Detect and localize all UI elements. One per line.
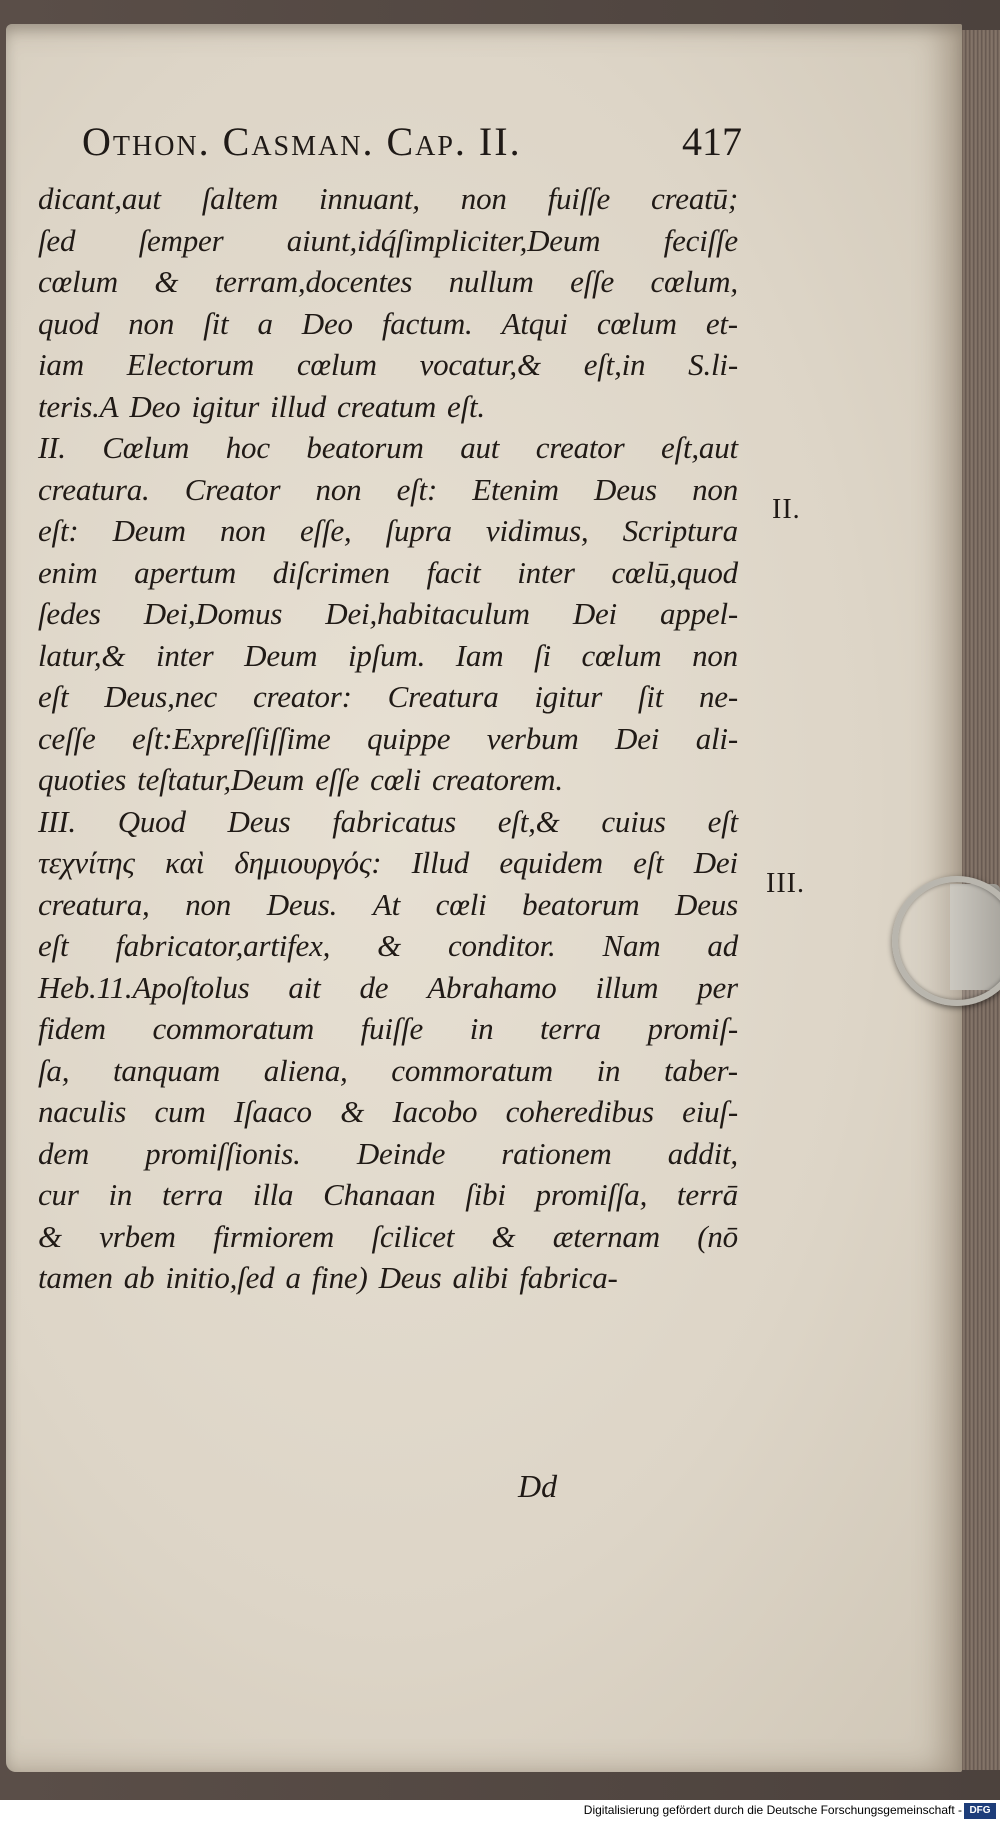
word: ſaltem [201, 181, 279, 216]
text-line [38, 1050, 738, 1092]
word: terra [162, 1177, 224, 1212]
word: ſemper [138, 222, 224, 258]
word: eſt,in [583, 347, 646, 382]
word: commoratum [152, 1011, 315, 1046]
word: coheredibus [505, 1094, 654, 1129]
word: Dei,Domus [143, 596, 283, 631]
word: fabrica- [519, 1260, 618, 1295]
word: promiſſa, [535, 1177, 648, 1212]
word: de [359, 969, 389, 1005]
text-line [38, 635, 738, 677]
text-line [38, 1216, 738, 1258]
word: innuant, [318, 181, 420, 216]
text-line [38, 510, 738, 552]
word: creatura. [38, 471, 150, 507]
word: latur,& [38, 637, 126, 673]
text-line [38, 344, 738, 386]
word: creatorem. [432, 762, 563, 797]
word: creator: [252, 679, 352, 714]
word: Chanaan [323, 1177, 436, 1212]
word: Dei [693, 845, 738, 880]
word: III. [38, 803, 76, 839]
word: inter [155, 637, 214, 673]
word: Deus [227, 803, 291, 839]
word: dem [38, 1135, 90, 1171]
text-line [38, 759, 738, 801]
word: & [38, 1218, 62, 1254]
word: equidem [499, 845, 603, 880]
word: feciſſe [663, 222, 738, 258]
word: in [596, 1052, 621, 1088]
margin-note-iii: III. [766, 868, 805, 899]
word: in [108, 1177, 133, 1212]
word: eſt [707, 803, 738, 839]
word: Dei [615, 720, 660, 756]
word: eſt. [447, 388, 485, 424]
text-line [38, 593, 738, 635]
word: eſt,& [497, 803, 560, 839]
word: firmiorem [213, 1218, 335, 1254]
word: quoties [38, 762, 127, 797]
word: ſupra [385, 513, 452, 548]
word: eſt:Expreſſiſſime [132, 720, 331, 756]
word: verbum [486, 720, 579, 756]
word: Etenim [472, 471, 559, 507]
word: illum [595, 969, 659, 1005]
word: hoc [225, 430, 270, 465]
word: dicant,aut [38, 181, 161, 216]
word: illa [252, 1177, 294, 1212]
word: cuius [601, 803, 666, 839]
word: vrbem [99, 1218, 176, 1254]
dfg-logo-icon: DFG [964, 1803, 996, 1819]
word: vidimus, [485, 513, 589, 548]
word: cœlum [596, 305, 677, 341]
word: δημιουργός: [234, 845, 382, 880]
word: ſi [534, 637, 551, 673]
word: igitur [534, 679, 603, 714]
word: terrā [676, 1177, 738, 1212]
margin-note-ii: II. [772, 494, 801, 525]
word: non [692, 471, 738, 507]
word: eſt: [38, 513, 79, 548]
word: quippe [367, 720, 451, 756]
word: beatorum [306, 430, 424, 465]
word: Deus [594, 471, 657, 507]
word: S.li- [688, 347, 738, 382]
text-line [38, 842, 738, 884]
word: nullum [448, 264, 534, 299]
word: creatum [337, 388, 437, 424]
text-line [38, 801, 738, 843]
word: fine) [311, 1260, 368, 1295]
word: enim [38, 554, 98, 590]
word: terra [539, 1011, 601, 1046]
word: eſt [633, 845, 664, 880]
word: ipſum. [348, 637, 426, 673]
word: conditor. [448, 928, 556, 963]
word: Cœlum [102, 430, 190, 465]
word: cœlū,quod [611, 554, 738, 590]
text-line [38, 676, 738, 718]
word: Atqui [501, 305, 568, 341]
word: καὶ [164, 845, 205, 880]
word: fuiſſe [547, 181, 611, 216]
word: ait [288, 969, 321, 1005]
word: τεχνίτης [38, 845, 135, 880]
word: Nam [602, 928, 661, 963]
word: eſt,aut [660, 430, 738, 465]
running-title: Othon. Casman. Cap. II. [82, 119, 522, 164]
word: eſt [38, 928, 69, 963]
word: fuiſſe [360, 1011, 424, 1046]
word: per [697, 969, 738, 1005]
word: & [154, 264, 179, 299]
word: aut [460, 430, 500, 465]
word: aliena, [263, 1052, 348, 1088]
word: Abrahamo [427, 969, 557, 1005]
word: cœli [370, 762, 422, 797]
word: fidem [38, 1011, 106, 1046]
catchword: Dd [518, 1468, 558, 1504]
text-line [38, 1008, 738, 1050]
word: et- [705, 305, 738, 341]
word: appel- [660, 596, 738, 631]
word: cœlum [581, 637, 662, 673]
word: eſt: [396, 471, 438, 507]
text-line [38, 884, 738, 926]
word: tamen [38, 1260, 113, 1295]
word: beatorum [522, 886, 640, 922]
text-line [38, 220, 738, 262]
word: terram,docentes [214, 264, 413, 299]
word: eſſe [315, 762, 360, 797]
footer-credit: Digitalisierung gefördert durch die Deutsche Forschungsgemeinschaft - [583, 1803, 962, 1817]
text-line [38, 718, 738, 760]
word: taber- [663, 1052, 738, 1088]
word: non [128, 305, 175, 341]
word: eſſe [570, 264, 615, 299]
word: cœli [435, 886, 487, 922]
word: æternam [552, 1218, 660, 1254]
word: eiuſ- [682, 1094, 738, 1129]
word: Deinde [356, 1135, 446, 1171]
word: & [340, 1094, 365, 1129]
word: apertum [134, 554, 237, 590]
word: Deum [244, 637, 318, 673]
word: promiſſionis. [145, 1135, 301, 1171]
word: creatū; [651, 181, 738, 216]
word: Dei,habitaculum [325, 596, 530, 631]
word: Scriptura [622, 513, 738, 548]
word: in [469, 1011, 494, 1046]
word: inter [517, 554, 575, 590]
word: teris.A [38, 388, 119, 424]
word: ne- [698, 679, 738, 714]
word: vocatur,& [419, 347, 541, 382]
word: quod [38, 305, 100, 341]
word: Quod [117, 803, 186, 839]
word: factum. [381, 305, 473, 341]
word: iam [38, 347, 84, 382]
word: Deus [378, 1260, 442, 1295]
word: non [460, 181, 507, 216]
text-line [38, 1133, 738, 1175]
word: a [285, 1260, 301, 1295]
word: Iam [455, 637, 504, 673]
word: diſcrimen [272, 554, 390, 590]
word: teſtatur,Deum [137, 762, 305, 797]
word: (nō [697, 1218, 738, 1254]
word: ſedes [38, 596, 101, 631]
word: At [372, 886, 401, 922]
word: Deum [112, 513, 186, 548]
word: ab [123, 1260, 155, 1295]
word: ceſſe [38, 720, 96, 756]
word: creator [535, 430, 625, 465]
word: illud [270, 388, 326, 424]
word: Electorum [126, 347, 255, 382]
word: Deus [675, 886, 738, 922]
word: Deus. [266, 886, 338, 922]
word: ad [707, 928, 738, 963]
word: Creator [184, 471, 281, 507]
word: ſa, [38, 1052, 70, 1088]
word: creatura, [38, 886, 150, 922]
word: non [315, 471, 362, 507]
word: non [185, 886, 232, 922]
word: tanquam [112, 1052, 221, 1088]
word: aiunt,idq́ſimpliciter,Deum [286, 222, 601, 258]
word: Deo [301, 305, 353, 341]
text-line [38, 469, 738, 511]
word: Deus,nec [104, 679, 218, 714]
word: non [219, 513, 266, 548]
word: Deo [129, 388, 181, 424]
word: ali- [695, 720, 738, 756]
word: Iſaaco [233, 1094, 312, 1129]
text-line [38, 1257, 738, 1299]
word: cum [154, 1094, 206, 1129]
word: Heb.11.Apoſtolus [38, 969, 250, 1005]
text-line [38, 303, 738, 345]
word: addit, [667, 1135, 738, 1171]
text-line [38, 552, 738, 594]
word: non [692, 637, 738, 673]
word: II. [38, 430, 66, 465]
word: naculis [38, 1094, 127, 1129]
word: eſt [38, 679, 69, 714]
text-line [38, 1091, 738, 1133]
word: promiſ- [647, 1011, 738, 1046]
word: ſcilicet [371, 1218, 455, 1254]
word: Creatura [387, 679, 499, 714]
word: rationem [501, 1135, 612, 1171]
word: commoratum [391, 1052, 553, 1088]
word: ſed [38, 222, 76, 258]
text-line [38, 967, 738, 1009]
word: fabricatus [332, 803, 456, 839]
page-number: 417 [682, 119, 742, 164]
word: ſit [203, 305, 229, 341]
word: initio,ſed [165, 1260, 275, 1295]
word: ſibi [465, 1177, 506, 1212]
word: cœlum [296, 347, 377, 382]
word: cœlum [38, 264, 118, 299]
text-line [38, 1174, 738, 1216]
word: Iacobo [392, 1094, 478, 1129]
word: & [377, 928, 402, 963]
word: & [491, 1218, 516, 1254]
word: alibi [452, 1260, 509, 1295]
text-line [38, 386, 738, 428]
text-line [38, 925, 738, 967]
text-line [38, 178, 738, 220]
text-line [38, 427, 738, 469]
word: Dei [572, 596, 617, 631]
word: cur [38, 1177, 79, 1212]
text-line [38, 261, 738, 303]
word: eſſe, [299, 513, 352, 548]
word: igitur [191, 388, 260, 424]
word: a [257, 305, 273, 341]
main-text-block [38, 178, 738, 1518]
word: Illud [411, 845, 470, 880]
word: ſit [637, 679, 664, 714]
word: fabricator,artifex, [115, 928, 331, 963]
word: cœlum, [650, 264, 738, 299]
word: facit [426, 554, 481, 590]
running-header [82, 118, 742, 178]
